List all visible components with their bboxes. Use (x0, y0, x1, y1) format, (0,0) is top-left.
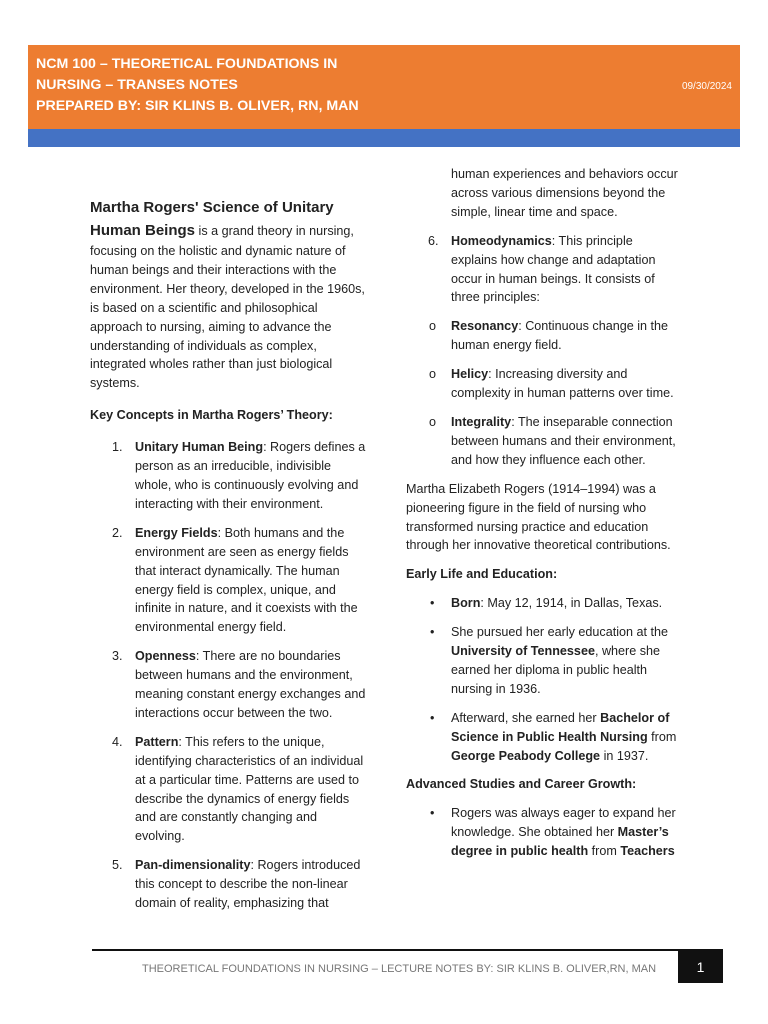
list-number: 1. (112, 440, 123, 455)
sub-term: Helicy (451, 367, 489, 382)
section-heading-cont: Human Beings (90, 222, 196, 239)
list-term: Homeodynamics (451, 233, 552, 248)
bullet-icon: • (430, 806, 435, 821)
bullet-text: She pursued her early education at the (451, 625, 669, 640)
sub-list-item (406, 365, 678, 403)
sub-list-item (406, 413, 678, 470)
bullet-text: Rogers was always eager to expand her knowledge. She obtained her (451, 806, 676, 840)
bio-paragraph: Martha Elizabeth Rogers (1914–1994) was a pioneering figure in the field of nursing who transformed nursing practice and education through her innovative theoretical contributions. (406, 481, 671, 553)
circle-bullet-icon: o (429, 414, 437, 429)
right-column (406, 165, 678, 861)
footer-rule (92, 949, 723, 951)
bullet-item (406, 709, 678, 766)
title-line-2: NURSING – TRANSES NOTES (36, 77, 238, 93)
circle-bullet-icon: o (429, 367, 437, 382)
bullet-icon: • (430, 625, 435, 640)
continued-text: human experiences and behaviors occur across various dimensions beyond the simple, linear time and space. (451, 167, 678, 219)
bullet-item (406, 623, 678, 699)
list-text: : This principle explains how change and adaptation occur in human beings. It consists of three principles: (451, 233, 656, 305)
list-number: 6. (428, 233, 439, 248)
bullet-bold: Master’s degree in public health (451, 825, 669, 859)
left-column (90, 196, 368, 913)
title-line-1: NCM 100 – THEORETICAL FOUNDATIONS IN (36, 56, 338, 72)
bullet-icon: • (430, 596, 435, 611)
document-title (36, 54, 359, 117)
list-term: Unitary Human Being (135, 440, 264, 455)
advanced-studies-heading: Advanced Studies and Career Growth: (406, 777, 637, 792)
intro-paragraph (90, 219, 368, 393)
list-item (406, 232, 678, 308)
bullet-text: Afterward, she earned her (451, 710, 601, 725)
sub-text: : The inseparable connection between humans and their environment, and how they influence each other. (451, 414, 676, 467)
sub-text: : Continuous change in the human energy field. (451, 319, 669, 353)
bullet-icon: • (430, 710, 435, 725)
list-text: : This refers to the unique, identifying characteristics of an individual at a particular time. Patterns are used to describe the dynamics of energy fields and are constantly changing and evolving. (135, 734, 364, 844)
bullet-bold: University of Tennessee (451, 644, 595, 659)
list-item (90, 438, 368, 514)
list-text: : Rogers defines a person as an irreducible, indivisible whole, who is continuously evolving and interacting with their environment. (135, 440, 366, 511)
list-text: : Rogers introduced this concept to describe the non-linear domain of reality, emphasizing that (135, 858, 361, 911)
sub-text: : Increasing diversity and complexity in human patterns over time. (451, 367, 674, 401)
list-term: Energy Fields (135, 525, 218, 540)
sub-term: Resonancy (451, 319, 519, 334)
bullet-item (406, 804, 678, 861)
list-term: Openness (135, 649, 196, 664)
list-number: 3. (112, 649, 123, 664)
header-banner (28, 45, 740, 129)
title-line-3: PREPARED BY: SIR KLINS B. OLIVER, RN, MAN (36, 98, 359, 114)
sub-term: Integrality (451, 414, 512, 429)
page-number: 1 (678, 951, 723, 983)
list-text: : There are no boundaries between humans and the environment, meaning constant energy exchanges and interactions occur between the two. (135, 649, 366, 720)
section-heading: Martha Rogers' Science of Unitary (90, 199, 334, 216)
key-concepts-heading: Key Concepts in Martha Rogers’ Theory: (90, 408, 333, 423)
bullet-text: , where she earned her diploma in public health nursing in 1936. (451, 644, 661, 696)
bullet-text: from (588, 844, 621, 859)
list-item (90, 647, 368, 723)
bullet-bold: George Peabody College (451, 748, 601, 763)
bullet-label: Born (451, 596, 481, 611)
list-term: Pattern (135, 734, 179, 749)
header-blue-band (28, 129, 740, 147)
header-date: 09/30/2024 (681, 81, 732, 92)
list-text: : Both humans and the environment are seen as energy fields that interact dynamically. The human energy field is complex, unique, and infinite in nature, and it coexists with the environmental energy field. (135, 525, 358, 635)
footer-text: THEORETICAL FOUNDATIONS IN NURSING – LECTURE NOTES BY: SIR KLINS B. OLIVER,RN, MAN (142, 963, 657, 975)
sub-list-item (406, 317, 678, 355)
circle-bullet-icon: o (429, 319, 437, 334)
list-item (90, 856, 368, 913)
list-number: 4. (112, 734, 123, 749)
list-number: 2. (112, 525, 123, 540)
list-term: Pan-dimensionality (135, 858, 251, 873)
list-number: 5. (112, 858, 123, 873)
bullet-bold: Teachers (620, 844, 675, 859)
list-item (90, 524, 368, 637)
list-item (90, 733, 368, 846)
intro-text: is a grand theory in nursing, focusing on the holistic and dynamic nature of human beings and their interactions with the environment. Her theory, developed in the 1960s, is based on a scientific and philosophical approach to nursing, aiming to advance the understanding of individuals as complex, integrated wholes rather than just biological systems. (90, 224, 365, 391)
bullet-item (406, 594, 678, 613)
bullet-bold: Bachelor of Science in Public Health Nursing (451, 710, 670, 744)
bullet-text: : May 12, 1914, in Dallas, Texas. (480, 596, 663, 611)
bullet-text: in 1937. (600, 748, 649, 763)
bullet-text: from (647, 729, 677, 744)
early-life-heading: Early Life and Education: (406, 567, 558, 582)
